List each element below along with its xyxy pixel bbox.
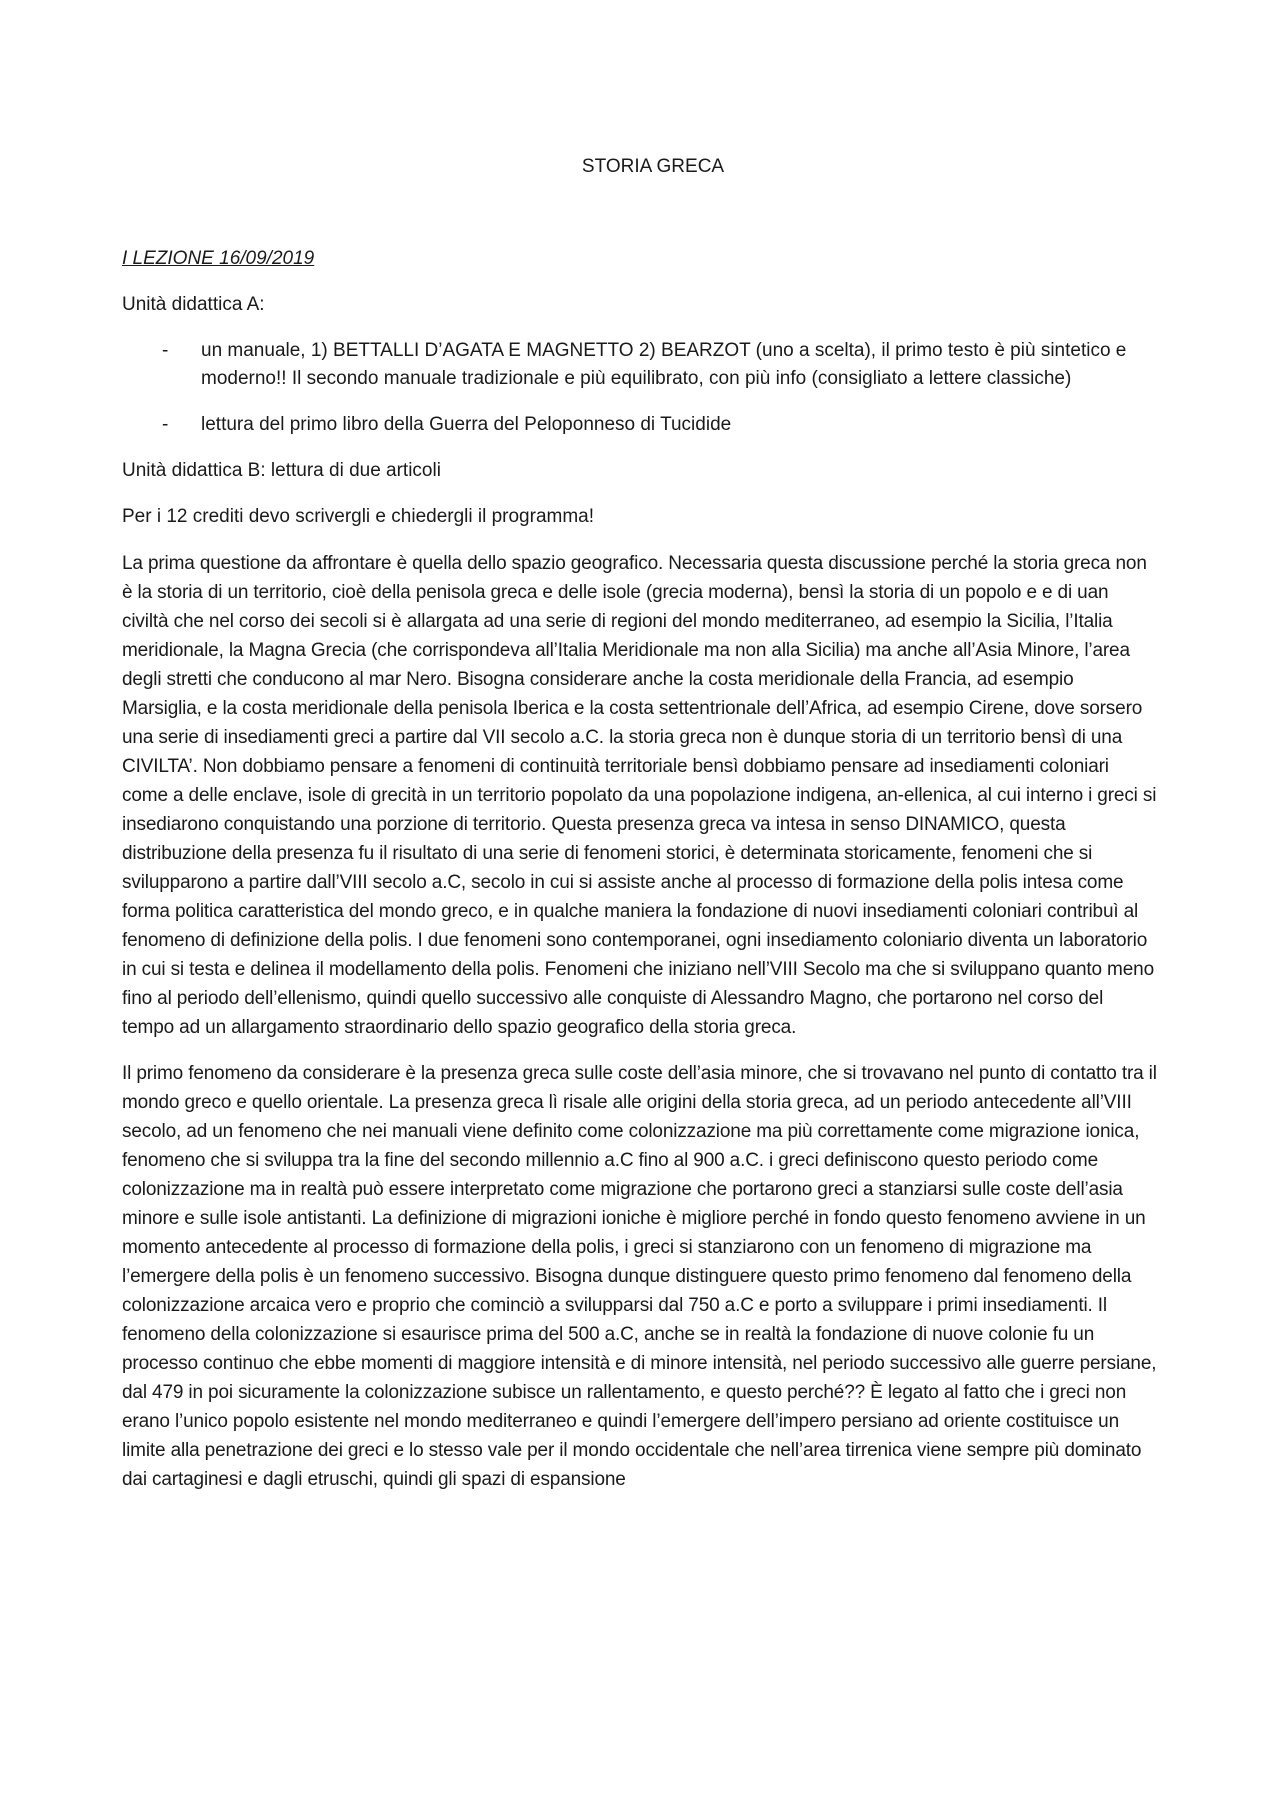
list-dash: - [162,414,169,435]
lesson-heading: I LEZIONE 16/09/2019 [122,248,315,269]
list-item [122,337,1158,393]
credits-line: Per i 12 crediti devo scrivergli e chiedergli il programma! [122,506,595,527]
list-item-text: un manuale, 1) BETTALLI D’AGATA E MAGNETTO 2) BEARZOT (uno a scelta), il primo testo è più sintetico e moderno!! Il secondo manuale tradizionale e più equilibrato, con più info (consigliato a lettere classiche) [201,340,1127,389]
unit-a-label: Unità didattica A: [122,294,265,315]
body-paragraph-1: La prima questione da affrontare è quella dello spazio geografico. Necessaria questa discussione perché la storia greca non è la storia di un territorio, cioè della penisola greca e delle isole (grecia moderna), bensì la storia di un popolo e e di uan civiltà che nel corso dei secoli si è allargata ad una serie di regioni del mondo mediterraneo, ad esempio la Sicilia, l’Italia meridionale, la Magna Grecia (che corrispondeva all’Italia Meridionale ma non alla Sicilia) ma anche all’Asia Minore, l’area degli stretti che conducono al mar Nero. Bisogna considerare anche la costa meridionale della Francia, ad esempio Marsiglia, e la costa meridionale della penisola Iberica e la costa settentrionale dell’Africa, ad esempio Cirene, dove sorsero una serie di insediamenti greci a partire dal VII secolo a.C. la storia greca non è dunque storia di un territorio bensì di una CIVILTA’. Non dobbiamo pensare a fenomeni di continuità territoriale bensì dobbiamo pensare ad insediamenti coloniari come a delle enclave, isole di grecità in un territorio popolato da una popolazione indigena, an-ellenica, al cui interno i greci si insediarono conquistando una porzione di territorio. Questa presenza greca va intesa in senso DINAMICO, questa distribuzione della presenza fu il risultato di una serie di fenomeni storici, è determinata storicamente, fenomeni che si svilupparono a partire dall’VIII secolo a.C, secolo in cui si assiste anche al processo di formazione della polis intesa come forma politica caratteristica del mondo greco, e in qualche maniera la fondazione di nuovi insediamenti coloniari contribuì al fenomeno di definizione della polis. I due fenomeni sono contemporanei, ogni insediamento coloniario diventa un laboratorio in cui si testa e delinea il modellamento della polis. Fenomeni che iniziano nell’VIII Secolo ma che si sviluppano quanto meno fino al periodo dell’ellenismo, quindi quello successivo alle conquiste di Alessandro Magno, che portarono nel corso del tempo ad un allargamento straordinario dello spazio geografico della storia greca. [122,553,1157,1038]
list-item [122,411,1158,439]
list-dash: - [162,340,169,361]
unit-a-list [122,337,1158,439]
unit-b-line: Unità didattica B: lettura di due articoli [122,460,441,481]
list-item-text: lettura del primo libro della Guerra del Peloponneso di Tucidide [201,414,732,435]
document-title: STORIA GRECA [581,156,725,177]
body-paragraph-2: Il primo fenomeno da considerare è la presenza greca sulle coste dell’asia minore, che si trovavano nel punto di contatto tra il mondo greco e quello orientale. La presenza greca lì risale alle origini della storia greca, ad un periodo antecedente all’VIII secolo, ad un fenomeno che nei manuali viene definito come colonizzazione ma più correttamente come migrazione ionica, fenomeno che si sviluppa tra la fine del secondo millennio a.C fino al 900 a.C. i greci definiscono questo periodo come colonizzazione ma in realtà può essere interpretato come migrazione che portarono greci a stanziarsi sulle coste dell’asia minore e sulle isole antistanti. La definizione di migrazioni ioniche è migliore perché in fondo questo fenomeno avviene in un momento antecedente al processo di formazione della polis, i greci si stanziarono con un fenomeno di migrazione ma l’emergere della polis è un fenomeno successivo. Bisogna dunque distinguere questo primo fenomeno dal fenomeno della colonizzazione arcaica vero e proprio che cominciò a svilupparsi dal 750 a.C e porto a sviluppare i primi insediamenti. Il fenomeno della colonizzazione si esaurisce prima del 500 a.C, anche se in realtà la fondazione di nuove colonie fu un processo continuo che ebbe momenti di maggiore intensità e di minore intensità, nel periodo successivo alle guerre persiane, dal 479 in poi sicuramente la colonizzazione subisce un rallentamento, e questo perché?? È legato al fatto che i greci non erano l’unico popolo esistente nel mondo mediterraneo e quindi l’emergere dell’impero persiano ad oriente costituisce un limite alla penetrazione dei greci e lo stesso vale per il mondo occidentale che nell’area tirrenica viene sempre più dominato dai cartaginesi e dagli etruschi, quindi gli spazi di espansione [122,1063,1157,1490]
